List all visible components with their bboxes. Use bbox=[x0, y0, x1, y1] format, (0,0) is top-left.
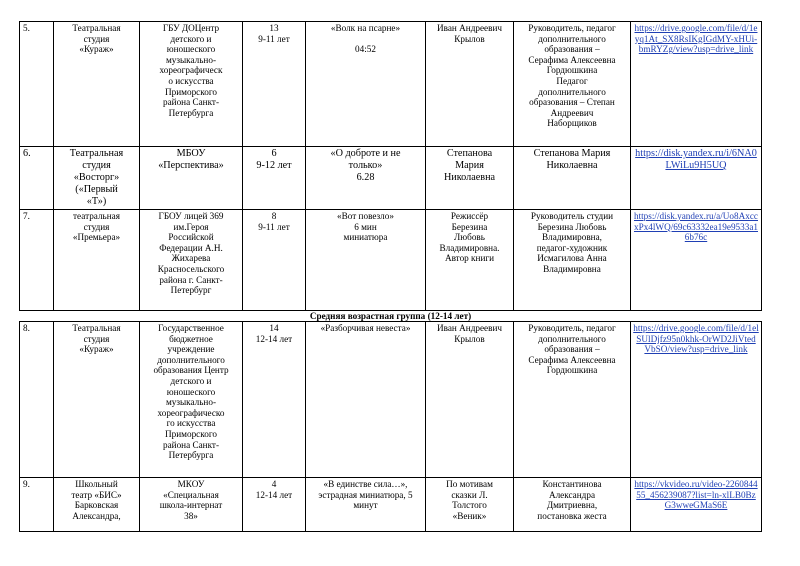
play-title: «Волк на псарне» 04:52 bbox=[306, 22, 426, 147]
table-row bbox=[20, 147, 762, 210]
organization: ГБУ ДОЦентр детского и юношеского музыкально- хореографическ о искусства Приморского района Санкт- Петербурга bbox=[140, 22, 243, 147]
studio-name: Театральная студия «Кураж» bbox=[54, 322, 140, 478]
leaders: Степанова Мария Николаевна bbox=[514, 147, 631, 210]
count-age: 14 12-14 лет bbox=[243, 322, 306, 478]
organization: Государственное бюджетное учреждение дополнительного образования Центр детского и юношеского музыкально- хореографическо го искусства Приморского района Санкт- Петербурга bbox=[140, 322, 243, 478]
row-number: 6. bbox=[20, 147, 54, 210]
count-age: 4 12-14 лет bbox=[243, 478, 306, 532]
leaders: Руководитель, педагог дополнительного образования – Серафима Алексеевна Гордюшкина bbox=[514, 322, 631, 478]
author: Иван Андреевич Крылов bbox=[426, 22, 514, 147]
row-number: 9. bbox=[20, 478, 54, 532]
video-link-cell bbox=[631, 210, 762, 311]
author: Иван Андреевич Крылов bbox=[426, 322, 514, 478]
leaders: Руководитель, педагог дополнительного образования – Серафима Алексеевна Гордюшкина Педагог дополнительного образования – Степан Андреевич Наборщиков bbox=[514, 22, 631, 147]
row-number: 7. bbox=[20, 210, 54, 311]
video-link-cell bbox=[631, 147, 762, 210]
row-number: 8. bbox=[20, 322, 54, 478]
count-age: 6 9-12 лет bbox=[243, 147, 306, 210]
table-row bbox=[20, 22, 762, 147]
section-title: Средняя возрастная группа (12-14 лет) bbox=[20, 311, 762, 322]
studio-name: Театральная студия «Кураж» bbox=[54, 22, 140, 147]
table-row bbox=[20, 478, 762, 532]
video-link[interactable]: https://drive.google.com/file/d/1elSUlDjfz95n0khk-OrWD2JiVtedVbSO/view?usp=drive_link bbox=[633, 323, 759, 355]
video-link[interactable]: https://vkvideo.ru/video-226084455_456239087?list=ln-xlLB0BzG3wweGMaS6E bbox=[634, 479, 758, 511]
play-title: «Разборчивая невеста» bbox=[306, 322, 426, 478]
video-link[interactable]: https://drive.google.com/file/d/1eyq1At_SX8RsIKgIGdMY-xHUi-bmRYZg/view?usp=drive_link bbox=[634, 23, 758, 55]
studio-name: Театральная студия «Восторг» («Первый «Т») bbox=[54, 147, 140, 210]
author: Степанова Мария Николаевна bbox=[426, 147, 514, 210]
play-title: «О доброте и не только» 6.28 bbox=[306, 147, 426, 210]
participants-table bbox=[19, 21, 762, 532]
video-link-cell bbox=[631, 322, 762, 478]
video-link-cell bbox=[631, 22, 762, 147]
video-link-cell bbox=[631, 478, 762, 532]
play-title: «Вот повезло» 6 мин миниатюра bbox=[306, 210, 426, 311]
studio-name: театральная студия «Премьера» bbox=[54, 210, 140, 311]
author: Режиссёр Березина Любовь Владимировна. Автор книги bbox=[426, 210, 514, 311]
organization: МКОУ «Специальная школа-интернат 38» bbox=[140, 478, 243, 532]
video-link[interactable]: https://disk.yandex.ru/i/6NA0LWiLu9H5UQ bbox=[635, 148, 757, 171]
count-age: 13 9-11 лет bbox=[243, 22, 306, 147]
section-row bbox=[20, 311, 762, 322]
table-row bbox=[20, 210, 762, 311]
table-row bbox=[20, 322, 762, 478]
leaders: Константинова Александра Дмитриевна, постановка жеста bbox=[514, 478, 631, 532]
author: По мотивам сказки Л. Толстого «Веник» bbox=[426, 478, 514, 532]
leaders: Руководитель студии Березина Любовь Владимировна, педагог-художник Исмагилова Анна Владимировна bbox=[514, 210, 631, 311]
organization: МБОУ «Перспектива» bbox=[140, 147, 243, 210]
count-age: 8 9-11 лет bbox=[243, 210, 306, 311]
video-link[interactable]: https://disk.yandex.ru/a/Uo8AxccxPx4lWQ/69c63332ea19e9533a16b76c bbox=[633, 211, 758, 243]
studio-name: Школьный театр «БИС» Барковская Александра, bbox=[54, 478, 140, 532]
row-number: 5. bbox=[20, 22, 54, 147]
organization: ГБОУ лицей 369 им.Героя Российской Федерации А.Н. Жихарева Красносельского района г. Санкт- Петербург bbox=[140, 210, 243, 311]
play-title: «В единстве сила…», эстрадная миниатюра, 5 минут bbox=[306, 478, 426, 532]
